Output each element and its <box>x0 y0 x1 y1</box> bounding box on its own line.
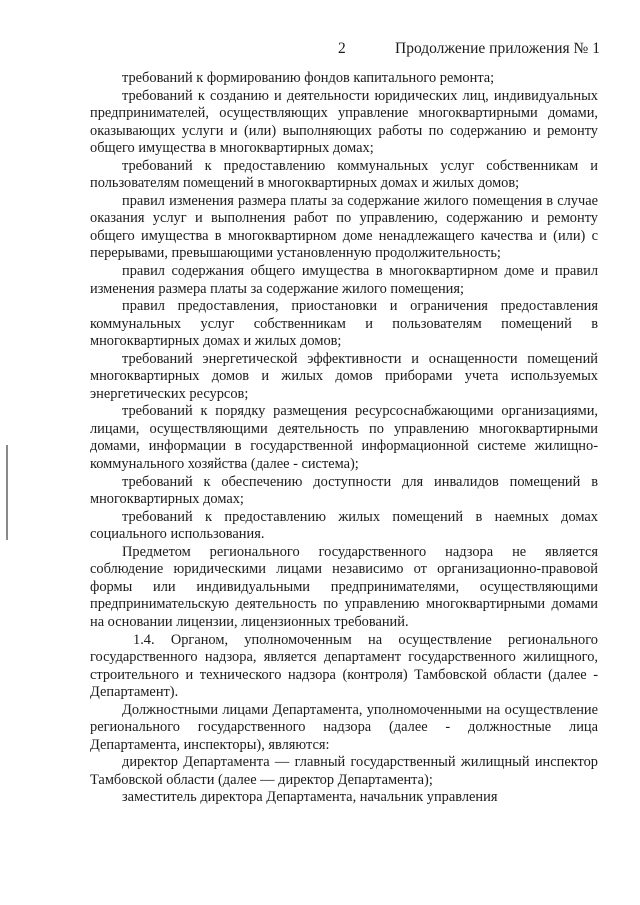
paragraph: требований к формированию фондов капитального ремонта; <box>122 70 495 86</box>
paragraph: требований к созданию и деятельности юридических лиц, индивидуальных предпринимателей, осуществляющих управление многоквартирными домами, оказывающих услуги и (или) выполняющих работы по содержанию и ремонту общего имущества в многоквартирных домах; <box>90 87 598 157</box>
page-number: 2 <box>338 40 346 57</box>
paragraph: Должностными лицами Департамента, уполномоченными на осуществление регионального государственного надзора (далее - должностные лица Департамента, инспекторы), являются: <box>90 701 598 753</box>
paragraph: правил предоставления, приостановки и ограничения предоставления коммунальных услуг собственникам и пользователям помещений в многоквартирных домах и жилых домов; <box>90 298 598 350</box>
paragraph: Предметом регионального государственного надзора не является соблюдение юридическими лицами независимо от организационно-правовой формы или индивидуальными предпринимателями, осуществляющими предпринимательскую деятельность по управлению многоквартирными домами на основании лицензии, лицензионных требований. <box>90 543 598 630</box>
paragraph: директор Департамента — главный государственный жилищный инспектор Тамбовской области (далее — директор Департамента); <box>90 754 598 788</box>
paragraph: требований энергетической эффективности и оснащенности помещений многоквартирных домов и жилых домов приборами учета используемых энергетических ресурсов; <box>90 350 598 402</box>
appendix-continuation-label: Продолжение приложения № 1 <box>395 40 600 57</box>
page-header <box>0 40 640 62</box>
paragraph: заместитель директора Департамента, начальник управления <box>122 789 498 806</box>
paragraph: правил содержания общего имущества в многоквартирном доме и правил изменения размера платы за содержание жилого помещения; <box>90 263 598 297</box>
scan-edge-mark <box>6 445 8 540</box>
paragraph: требований к обеспечению доступности для инвалидов помещений в многоквартирных домах; <box>90 473 598 508</box>
document-body <box>90 70 598 807</box>
paragraph: требований к предоставлению коммунальных услуг собственникам и пользователям помещений в многоквартирных домах и жилых домов; <box>90 157 598 192</box>
paragraph: требований к порядку размещения ресурсоснабжающими организациями, лицами, осуществляющими деятельность по управлению многоквартирными домами, информации в государственной информационной системе жилищно-коммунального хозяйства (далее - система); <box>90 403 598 473</box>
paragraph: правил изменения размера платы за содержание жилого помещения в случае оказания услуг и выполнения работ по управлению, содержанию и ремонту общего имущества в многоквартирном доме ненадлежащего качества и (или) с перерывами, превышающими установленную продолжительность; <box>90 192 598 262</box>
section-1-4-paragraph: 1.4. Органом, уполномоченным на осуществление регионального государственного надзора, является департамент государственного жилищного, строительного и технического надзора (контроля) Тамбовской области (далее - Департамент). <box>90 631 598 701</box>
paragraph: требований к предоставлению жилых помещений в наемных домах социального использования. <box>90 508 598 543</box>
